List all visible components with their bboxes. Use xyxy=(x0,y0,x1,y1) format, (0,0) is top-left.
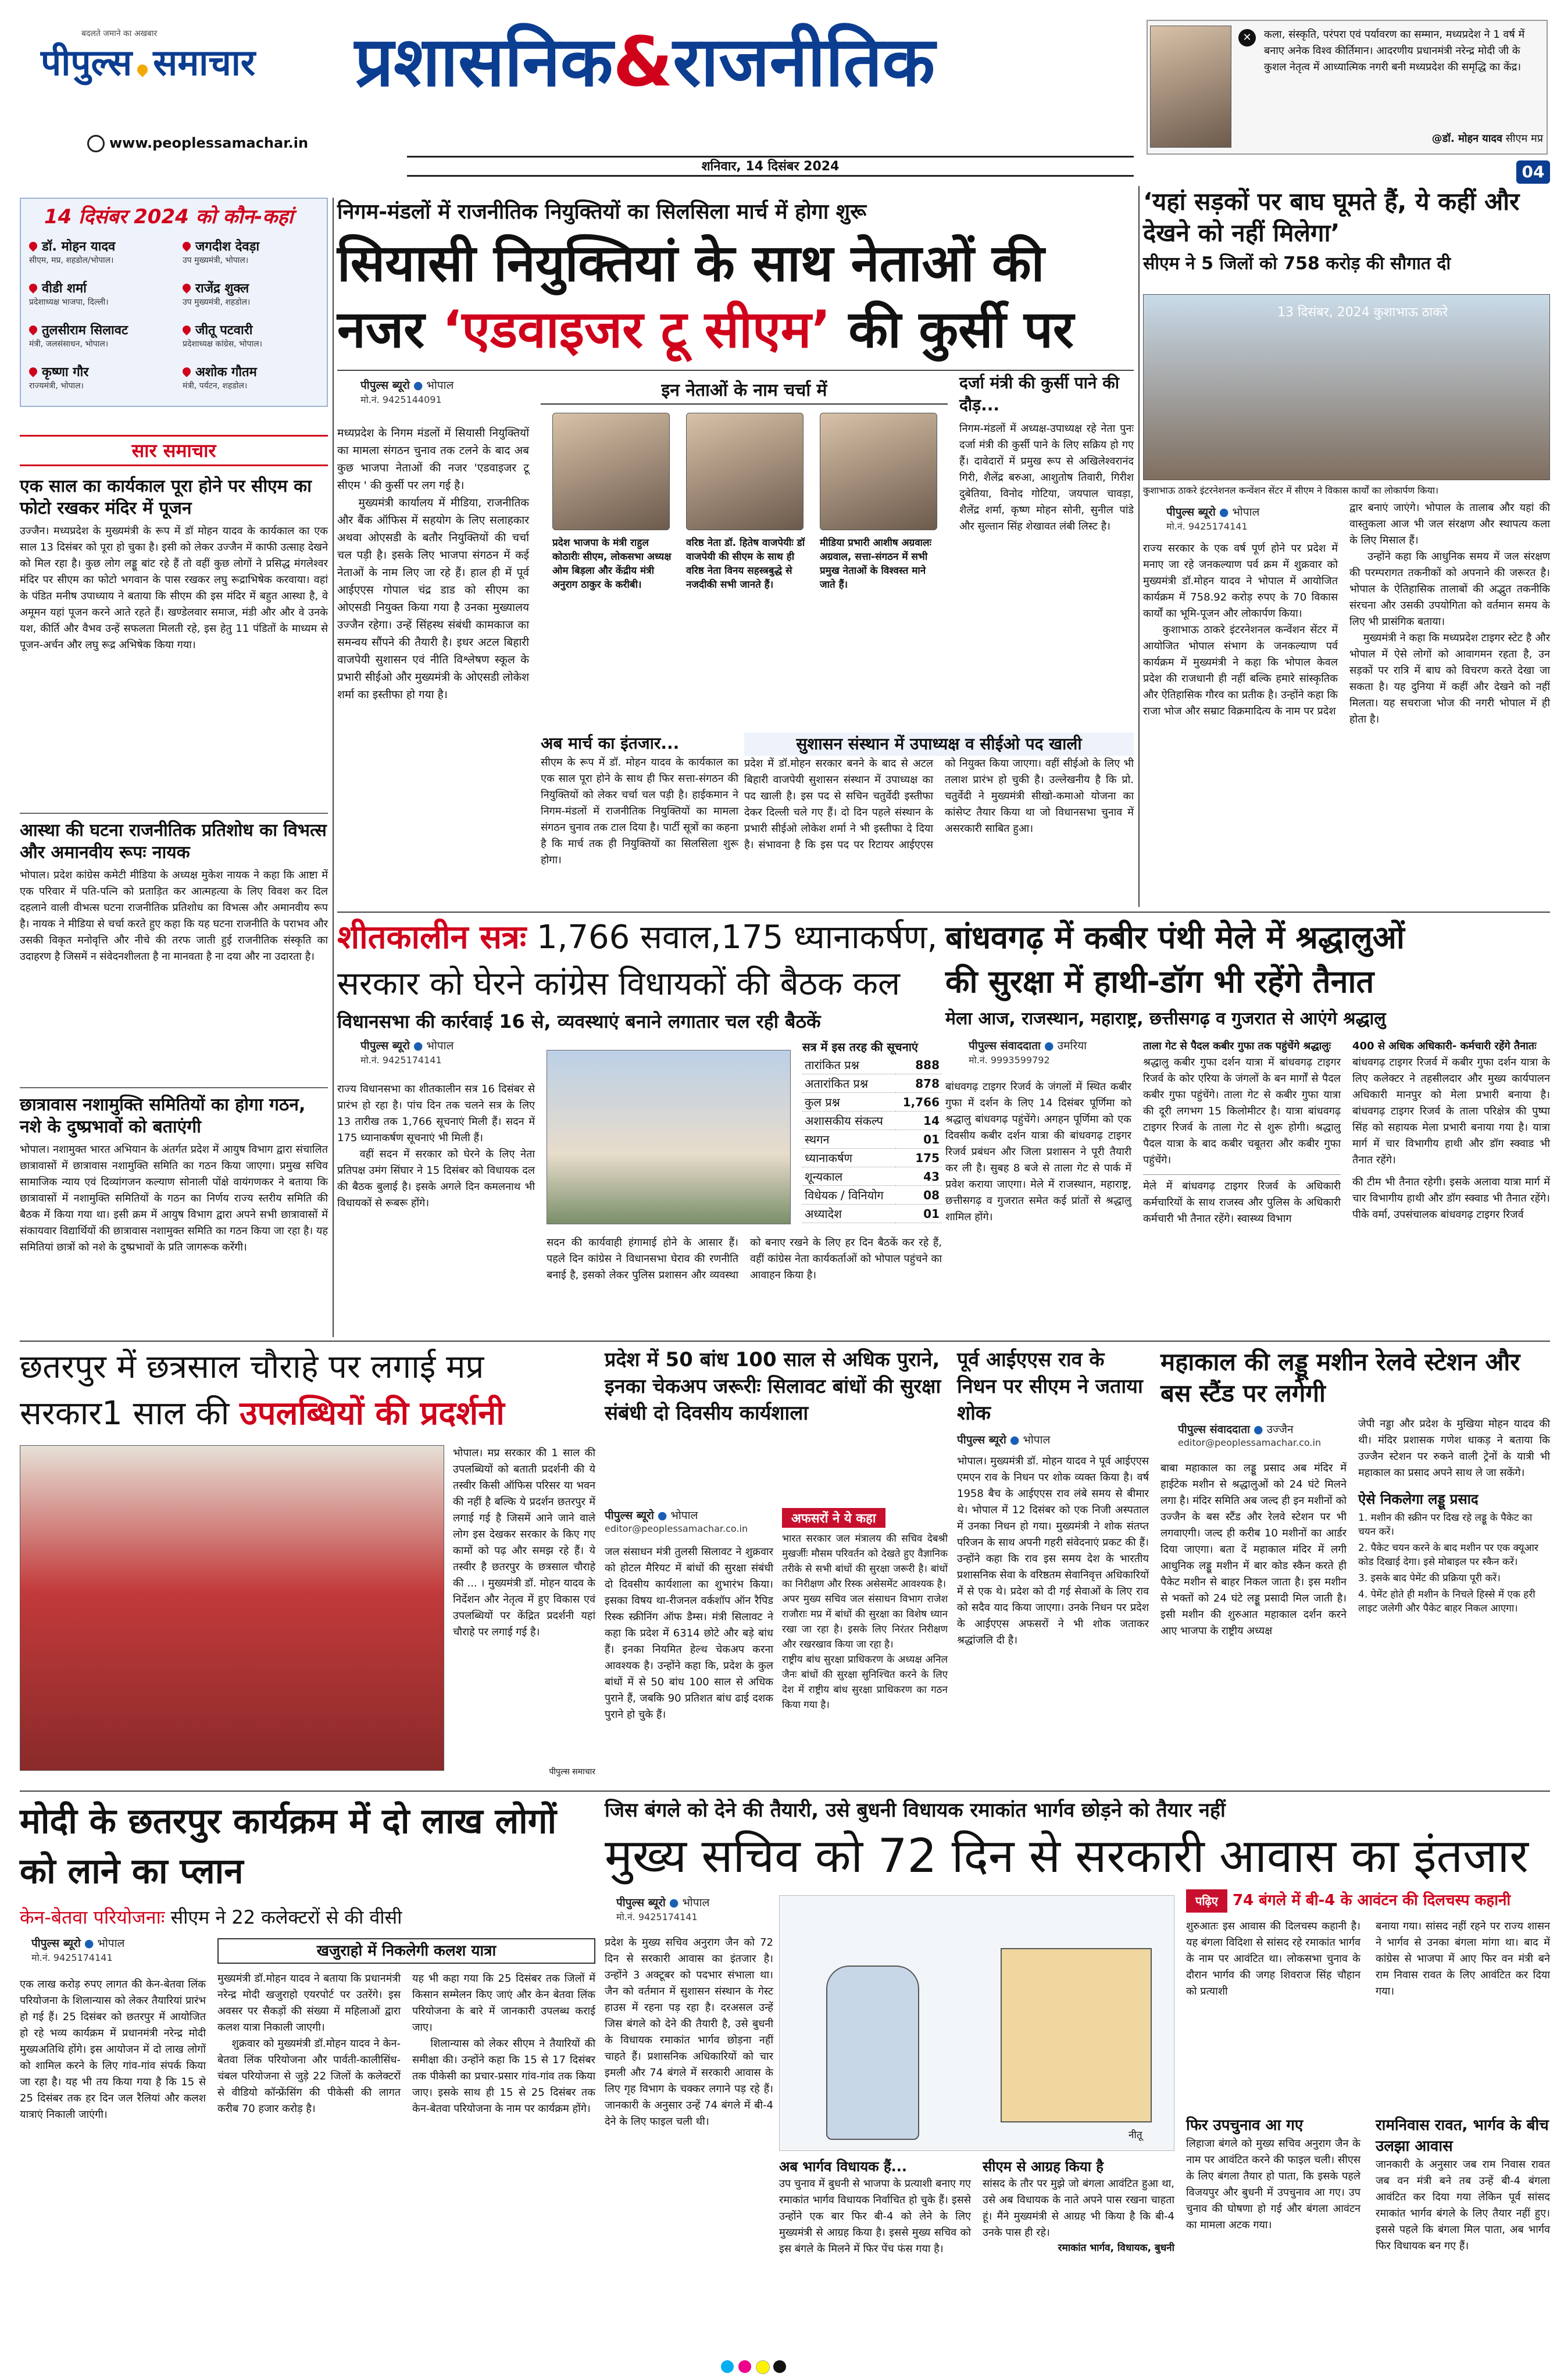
candidate-photo xyxy=(686,413,804,530)
section-title xyxy=(355,21,1110,108)
stats-label: शून्यकाल xyxy=(802,1167,895,1186)
saar-item: एक साल का कार्यकाल पूरा होने पर सीएम का फोटो रखकर मंदिर में पूजन उज्जैन। मध्यप्रदेश के मुख्यमंत्री के रूप में डॉ मोहन यादव के कार्यकाल का एक साल 13 दिसंबर को पूरा हो चुका है। इसी को लेकर उज्जैन में काफी उत्साह देखने को मिल रहा है। कुछ लोग लड्डू बांट रहे हैं तो वहीं कुछ लोगों ने प्रसिद्ध मंगलेश्वर मंदिर पर सीएम का फोटो भगवान के पास रखकर लघु रूद्राभिषेक करवाया। वहां के पंडित मनीष उपाध्याय ने बताया कि सीएम की इस मंदिर में बहुत आस्था है, वे अमूमन यहां पूजन करने आते रहते हैं। खण्डेलवार समाज, मंडी और और वे उनके यश, कीर्ति और वैभव उन्हें सफलता मिलती रहे, इस हेतु 11 पंडितों के माध्यम से पूजन-अर्चन और लघु रूद्र अभिषेक किया गया। xyxy=(20,476,331,651)
stats-label: अध्यादेश xyxy=(802,1205,895,1223)
location-pin-icon xyxy=(27,366,39,377)
dams-byline: पीपुल्स ब्यूरो ● भोपाल editor@peoplessamachar.co.in xyxy=(605,1509,748,1534)
whos-where-box xyxy=(20,198,328,407)
lead-side-body: निगम-मंडलों में अध्यक्ष-उपाध्यक्ष रहे नेता पुनः दर्जा मंत्री की कुर्सी पाने के लिए सक्रिय हो गए हैं। दावेदारों में प्रमुख रूप से अखिलेश्वरानंद गिरी, शैलेंद्र बरुआ, आशुतोष तिवारी, गिरीश दुबेतिया, विनोद गोटिया, जयपाल चावड़ा, शैलेंद्र शर्मा, कृष्ण मोहन सोनी, सुनील पांडे और सुल्तान सिंह शेखावत लंबी लिस्ट है। xyxy=(959,423,1137,533)
tigers-headline: ‘यहां सड़कों पर बाघ घूमते हैं, ये कहीं और देखने को नहीं मिलेगा’ xyxy=(1143,187,1520,247)
issue-date: शनिवार, 14 दिसंबर 2024 xyxy=(701,159,840,174)
assembly-sub: विधानसभा की कार्रवाई 16 से, व्यवस्थाएं बनाने लगातार चल रही बैठकें xyxy=(337,1010,821,1032)
location-pin-icon xyxy=(27,282,39,294)
masthead xyxy=(0,0,1557,192)
divider xyxy=(333,198,334,1337)
bungalow-quote-box: सीएम से आग्रह किया है सांसद के तौर पर मुझे जो बंगला आवंटित हुआ था, उसे अब विधायक के नाते अपने पास रखना चाहता हूं। मैंने मुख्यमंत्री से आग्रह भी किया है कि बी-4 उनके पास ही रहे। रमाकांत भार्गव, विधायक, बुधनी xyxy=(983,2159,1178,2254)
whos-where-right xyxy=(183,237,325,406)
location-pin-icon xyxy=(181,240,192,252)
tigers-byline: पीपुल्स ब्यूरो ● भोपाल मो.नं. 9425174141 xyxy=(1166,506,1260,532)
cm-portrait xyxy=(1150,26,1231,148)
assembly-byline: पीपुल्स ब्यूरो ● भोपाल मो.नं. 9425174141 xyxy=(360,1039,454,1066)
registration-mark-icon xyxy=(738,2360,751,2373)
leader-entry: राजेंद्र शुक्ल उप मुख्यमंत्री, शहडोल। xyxy=(183,279,325,321)
date-bar xyxy=(407,156,1134,177)
bandhavgarh-body: बांधवगढ़ टाइगर रिजर्व के जंगलों में स्थित कबीर गुफा में दर्शन के लिए 14 दिसंबर पूर्णिमा को श्रद्धालु बांधवगढ़ पहुंचेंगे। अगहन पूर्णिमा को एक दिवसीय कबीर दर्शन यात्रा की बांधवगढ़ टाइगर रिजर्व प्रबंधन और जिला प्रशासन ने पूरी तैयारी कर ली है। सुबह 8 बजे से ताला गेट से पार्क में प्रवेश कराया जाएगा। मेले में राजस्थान, महाराष्ट्र, छत्तीसगढ़ व गुजरात समेत कई प्रांतों से श्रद्धालु शामिल होंगे। xyxy=(945,1081,1135,1223)
leader-entry: तुलसीराम सिलावट मंत्री, जलसंसाधन, भोपाल। xyxy=(29,321,174,363)
stats-label: विधेयक / विनियोग xyxy=(802,1186,895,1205)
assembly-story xyxy=(337,919,945,1337)
assembly-headline-2: सरकार को घेरने कांग्रेस विधायकों की बैठक कल xyxy=(337,965,900,1003)
mahakal-story xyxy=(1160,1346,1554,1788)
dams-headline: प्रदेश में 50 बांध 100 साल से अधिक पुराने, इनका चेकअप जरूरीः सिलावट बांधों की सुरक्षा संबंधी दो दिवसीय कार्यशाला xyxy=(605,1348,941,1425)
stats-value: 1,766 xyxy=(895,1093,942,1112)
logo-pin-icon xyxy=(135,62,149,77)
later-box: फिर उपचुनाव आ गए लिहाजा बंगले को मुख्य सचिव अनुराग जैन के नाम पर आवंटित करने की फाइल चली। सीएस के लिए बंगला तैयार हो पाता, कि इसके पहले विजयपुर और बुधनी में उपचुनाव आ गए। उप चुनाव की घोषणा हो गई और बंगला आवंटन का मामला अटक गया। xyxy=(1186,2117,1364,2231)
stats-row xyxy=(802,1205,942,1223)
stats-value: 08 xyxy=(895,1186,942,1205)
tigers-body-right: द्वार बनाएं जाएंगे। भोपाल के तालाब और यहां की वास्तुकला आज भी जल संरक्षण और स्थापत्य कला के लिए मिसाल हैं। उन्होंने कहा कि आधुनिक समय में जल संरक्षण की परम्परागत तकनीकों को अपनाने की जरूरत है। भोपाल के ऐतिहासिक तालाबों की अद्भुत तकनीकि संरचना और उसकी उपयोगिता को वर्तमान समय के लिए भी प्रासंगिक बताया। मुख्यमंत्री ने कहा कि मध्यप्रदेश टाइगर स्टेट है और भोपाल में ऐसे लोगों को आवागमन रहता है, उन सड़कों पर रात्रि में बाघ को विचरण करते देखा जा सकता है। यह दुनिया में कहीं और देखने को नहीं मिलता। यह सचराजा भोज की नगरी भोपाल में ही होता है। xyxy=(1349,502,1551,726)
bandhavgarh-col2: ताला गेट से पैदल कबीर गुफा तक पहुंचेंगे श्रद्धालुः श्रद्धालु कबीर गुफा दर्शन यात्रा में बांधवगढ़ टाइगर रिजर्व के कोर एरिया के जंगलों के बन मार्गों से पैदल कबीर गुफा पहुंचेंगे। ताला गेट से कबीर गुफा यात्रा की दूरी लगभग 15 किलोमीटर है। यात्रा बांधवगढ़ टाइगर रिजर्व के ताला गेट से शुरू होगी। श्रद्धालु पैदल यात्रा के बाद कबीर चबूतरा और कबीर गुफा पहुंचेंगे। मेले में बांधवगढ़ टाइगर रिजर्व के अधिकारी कर्मचारियों के साथ राजस्व और पुलिस के अधिकारी कर्मचारी भी तैनात रहेंगे। स्वास्थ्य विभाग xyxy=(1143,1038,1341,1335)
divider xyxy=(337,912,1550,913)
candidates-title: इन नेताओं के नाम चर्चा में xyxy=(541,378,948,405)
location-pin-icon xyxy=(27,324,39,335)
tigers-story xyxy=(1143,186,1550,907)
mahakal-headline: महाकाल की लड्डू मशीन रेलवे स्टेशन और बस स्टैंड पर लगेगी xyxy=(1160,1348,1520,1407)
divider xyxy=(20,1791,1550,1792)
lead-byline: पीपुल्स ब्यूरो ● भोपाल मो.नं. 9425144091 xyxy=(360,379,454,405)
location-pin-icon xyxy=(181,366,192,377)
ias-byline: पीपुल्स ब्यूरो ● भोपाल xyxy=(957,1434,1051,1446)
bandhavgarh-col3: 400 से अधिक अधिकारी- कर्मचारी रहेंगे तैनातः बांधवगढ़ टाइगर रिजर्व में कबीर गुफा दर्शन यात्रा के लिए कलेक्टर ने तहसीलदार और मुख्य कार्यपालन अधिकारी मानपुर को मेला प्रभारी बनाया है। बांधवगढ़ टाइगर रिजर्व के ताला परिक्षेत्र की पुष्पा सिंह को सहायक मेला प्रभारी बनाया गया है। यात्रा मार्ग में चार विभागीय हाथी और डॉग स्क्वाड भी तैनात रहेंगे। की टीम भी तैनात रहेगी। इसके अलावा यात्रा मार्ग में चार विभागीय हाथी और डॉग स्क्वाड भी तैनात रहेंगे। पीके वर्मा, उपसंचालक बांधवगढ़ टाइगर रिजर्व xyxy=(1352,1040,1554,1221)
divider xyxy=(1138,186,1140,907)
modi-sub: केन-बेतवा परियोजनाः सीएम ने 22 कलेक्टरों से की वीसी xyxy=(20,1906,402,1928)
bungalow-body: प्रदेश के मुख्य सचिव अनुराग जैन को 72 दिन से सरकारी आवास का इंतजार है। उन्होंने 3 अक्टूबर को पदभार संभाला था। जैन को वर्तमान में सुशासन संस्थान के गेस्ट हाउस में रहना पड़ रहा है। दरअसल उन्हें जिस बंगले को देने की तैयारी है, उसे बुधनी के विधायक रमाकांत भार्गव छोड़ना नहीं चाहते हैं। प्रशासनिक अधिकारियों को चार इमली और 74 बंगले में सरकारी आवास के लिए गृह विभाग के चक्कर लगाने पड़ रहे हैं। जानकारी के अनुसार उन्हें 74 बंगले में बी-4 देने के लिए फाइल चली थी। xyxy=(605,1936,777,2128)
bandhavgarh-story xyxy=(945,919,1554,1337)
chhatarpur-body: भोपाल। मप्र सरकार की 1 साल की उपलब्धियों को बताती प्रदर्शनी की ये तस्वीर किसी ऑफिस परिसर या भवन की नहीं है बल्कि ये प्रदर्शन छतरपुर में लगाई गई है जिसमें आने जाने वाले लोग इस देखकर सरकार के किए गए कामों को पढ़ और समझ रहे हैं। ये तस्वीर है छतरपुर के छत्रसाल चौराहे की ... । मुख्यमंत्री डॉ. मोहन यादव के निर्देशन और नेतृत्व में हुए विकास एवं उपलब्धियों पर केंद्रित प्रदर्शनी यहां चौराहे पर लगाई गई है। xyxy=(453,1447,599,1638)
lead-side xyxy=(959,320,1137,727)
saar-title: सार समाचार xyxy=(20,435,328,466)
ias-story xyxy=(957,1346,1152,1788)
assembly-headline-1: शीतकालीन सत्रः 1,766 सवाल,175 ध्यानाकर्षण, xyxy=(337,919,938,956)
steps-title: ऐसे निकलेगा लड्डू प्रसाद xyxy=(1358,1491,1479,1507)
bandhavgarh-quote: मेले में बांधवगढ़ टाइगर रिजर्व के अधिकारी कर्मचारियों के साथ राजस्व और पुलिस के अधिकारी कर्मचारी भी तैनात रहेंगे। स्वास्थ्य विभाग xyxy=(1143,1174,1341,1227)
modi-body: एक लाख करोड़ रुपए लागत की केन-बेतवा लिंक परियोजना के शिलान्यास को लेकर तैयारियां प्रारंभ हो गई हैं। 25 दिसंबर को छतरपुर में आयोजित हो रहे भव्य कार्यक्रम में प्रधानमंत्री नरेन्द्र मोदी मुख्यअतिथि होंगे। इस आयोजन में दो लाख लोगों को शामिल करने के लिए गांव-गांव संपर्क किया जा रहा है। यह भी तय किया गया है कि 15 से 25 दिसंबर तक हर दिन जल रैलियां और कलश यात्राएं निकाली जाएंगी। xyxy=(20,1978,209,2121)
modi-byline: पीपुल्स ब्यूरो ● भोपाल मो.नं. 9425174141 xyxy=(31,1937,125,1963)
assembly-stats-table xyxy=(802,1056,942,1223)
tagline: बदलते जमाने का अखबार xyxy=(81,29,158,38)
mahakal-body: बाबा महाकाल का लड्डू प्रसाद अब मंदिर में हाईटेक मशीन से श्रद्धालुओं को 24 घंटे मिलने लगा है। मंदिर समिति अब जल्द ही इन मशीनों को उज्जैन के बस स्टैंड और रेलवे स्टेशन पर भी लगवाएगी। जल्द ही करीब 10 मशीनों का आर्डर दिया जाएगा। बता दें महाकाल मंदिर में लगी आधुनिक लड्डू मशीन में बार कोड स्कैन करते ही पैकेट मशीन से बाहर निकल जाता है। इस मशीन से भक्तों को 24 घंटे लड्डू प्रसादी मिल जाती है। इसी मशीन की शुरुआत महाकाल दर्शन करने आए भाजपा के राष्ट्रीय अध्यक्ष xyxy=(1160,1462,1350,1637)
divider xyxy=(20,1341,1550,1342)
leader-entry: कृष्णा गौर राज्यमंत्री, भोपाल। xyxy=(29,363,174,405)
leader-entry: डॉ. मोहन यादव सीएम, मप्र, शहडोल/भोपाल। xyxy=(29,237,174,279)
paper-name-right: समाचार xyxy=(153,41,256,84)
leader-entry: जीतू पटवारी प्रदेशाध्यक्ष कांग्रेस, भोपाल। xyxy=(183,321,325,363)
candidates-box xyxy=(541,378,948,727)
lead-headline-2: नजर ‘एडवाइजर टू सीएम’ की कुर्सी पर xyxy=(337,299,1074,359)
assembly-building-photo xyxy=(547,1050,791,1224)
saar-item: आस्था की घटना राजनीतिक प्रतिशोध का विभत्स और अमानवीय रूपः नायक भोपाल। प्रदेश कांग्रेस कमेटी मीडिया के अध्यक्ष मुकेश नायक ने कहा कि आष्टा में एक परिवार में पति-पत्नि को प्रताड़ित कर आत्महत्या के लिए विवश कर दिल दहलाने वाली वीभत्स घटना राजनीतिक प्रतिशोध का विभत्स और अमानवीय रूप है। नायक ने मीडिया से चर्चा करते हुए कहा कि यह घटना राजनीति के पराभव और उसकी विकृत मनोवृत्ति और नीचे की तरफ जाती हुई राजनीतिक संस्कृति का उदाहरण है जिसमें न संवेदनशीलता है ना मानवता है ना दया और ना उदारता है। xyxy=(20,813,328,1080)
modi-story xyxy=(20,1796,595,2343)
rawat-box: रामनिवास रावत, भार्गव के बीच उलझा आवास जानकारी के अनुसार जब राम निवास रावत जब वन मंत्री बने तब उन्हें बी-4 बंगला आवंटित कर दिया गया लेकिन पूर्व सांसद रमाकांत भार्गव बंगले के लिए तैयार नहीं हुए। इससे पहले कि बंगला मिल पाता, अब भार्गव फिर विधायक बन गए हैं। xyxy=(1376,2117,1554,2252)
stats-label: कुल प्रश्न xyxy=(802,1093,895,1112)
paper-logo[interactable] xyxy=(41,37,343,101)
cartoon-house xyxy=(1001,1948,1152,2122)
stats-value: 01 xyxy=(895,1205,942,1223)
stats-row xyxy=(802,1130,942,1149)
modi-headline: मोदी के छतरपुर कार्यक्रम में दो लाख लोगों को लाने का प्लान xyxy=(20,1801,557,1892)
stats-row xyxy=(802,1186,942,1205)
stats-row xyxy=(802,1056,942,1074)
stats-row xyxy=(802,1167,942,1186)
section-title-a: प्रशासनिक xyxy=(355,22,613,102)
candidate-card: वरिष्ठ नेता डॉ. हितेष वाजपेयीः डॉ वाजपेयी की सीएम के साथ ही वरिष्ठ नेता विनय सहस्त्रबुद्धे से नजदीकी सभी जानते हैं। xyxy=(686,413,808,715)
cartoonist-credit: नीतू xyxy=(1129,2129,1142,2141)
exhibition-photo xyxy=(20,1445,444,1771)
candidate-card: मीडिया प्रभारी आशीष अग्रवालः अग्रवाल, सत्ता-संगठन में सभी प्रमुख नेताओं के विश्वस्त माने जाते हैं। xyxy=(820,413,942,715)
registration-mark-icon xyxy=(721,2360,734,2373)
location-pin-icon xyxy=(181,282,192,294)
bungalow-byline: पीपुल्स ब्यूरो ● भोपाल मो.नं. 9425174141 xyxy=(616,1896,710,1922)
tigers-caption: कुशाभाऊ ठाकरे इंटरनेशनल कन्वेंशन सेंटर में सीएम ने विकास कार्यों का लोकार्पण किया। xyxy=(1143,485,1439,496)
registration-mark-icon xyxy=(756,2360,770,2374)
candidate-photo xyxy=(820,413,937,530)
location-pin-icon xyxy=(27,240,39,252)
candidate-photo xyxy=(552,413,670,530)
ias-headline: पूर्व आईएएस राव के निधन पर सीएम ने जताया शोक xyxy=(957,1348,1143,1425)
leader-entry: अशोक गौतम मंत्री, पर्यटन, शहडोल। xyxy=(183,363,325,405)
paper-name-left: पीपुल्स xyxy=(41,41,133,84)
bungalow-story xyxy=(605,1796,1554,2343)
stats-label: ध्यानाकर्षण xyxy=(802,1149,895,1167)
bandhavgarh-headline-1: बांधवगढ़ में कबीर पंथी मेले में श्रद्धालुओं xyxy=(945,919,1405,956)
bungalow-headline: मुख्य सचिव को 72 दिन से सरकारी आवास का इंतजार xyxy=(605,1829,1529,1883)
b4-story-box: पढ़िए 74 बंगले में बी-4 के आवंटन की दिलचस्प कहानी शुरुआतः इस आवास की दिलचस्प कहानी है। यह बंगला विदिशा से सांसद रहे रमाकांत भार्गव के नाम पर आवंटित था। लोकसभा चुनाव के दौरान भार्गव की जगह शिवराज सिंह चौहान को प्रत्याशी बनाया गया। सांसद नहीं रहने पर राज्य शासन ने भार्गव से उनका बंगला मांगा था। बाद में कांग्रेस से भाजपा में आए फिर वन मंत्री बने राम निवास रावत के लिए आवंटित कर दिया गया। xyxy=(1186,1889,1550,2110)
bandhavgarh-headline-2: की सुरक्षा में हाथी-डॉग भी रहेंगे तैनात xyxy=(945,963,1374,1000)
sushasan-box: सुशासन संस्थान में उपाध्यक्ष व सीईओ पद खाली प्रदेश में डॉ.मोहन सरकार बनने के बाद से अटल बिहारी वाजपेयी सुशासन संस्थान में उपाध्यक्ष का पद खाली है। इस पद से सचिन चतुर्वेदी इस्तीफा देकर दिल्ली चले गए हैं। दो दिन पहले संस्थान के प्रभारी सीईओ लोकेश शर्मा ने भी इस्तीफा दे दिया है। संभावना है कि इस पद पर रिटायर आईएएस को नियुक्त किया जाएगा। वहीं सीईओ के लिए भी तलाश प्रारंभ हो चुकी है। उल्लेखनीय है कि प्रो. चतुर्वेदी ने मुख्यमंत्री सीखो-कमाओ योजना का कांसेप्ट तैयार किया था जो विधानसभा चुनाव में असरकारी साबित हुआ। xyxy=(744,732,1134,901)
stats-value: 01 xyxy=(895,1130,942,1149)
stats-value: 888 xyxy=(895,1056,942,1074)
section-title-b: राजनीतिक xyxy=(673,22,935,102)
stats-row xyxy=(802,1093,942,1112)
cm-quote-text: कला, संस्कृति, परंपरा एवं पर्यावरण का सम्मान, मध्यप्रदेश ने 1 वर्ष में बनाए अनेक विश्व कीर्तिमान। आदरणीय प्रधानमंत्री नरेन्द्र मोदी जी के कुशल नेतृत्व में आध्यात्मिक नगरी बनी मध्यप्रदेश की समृद्धि का केंद्र। xyxy=(1264,28,1525,73)
saar-samachar xyxy=(20,435,331,1353)
registration-mark-icon xyxy=(773,2360,786,2373)
stats-label: अशासकीय संकल्प xyxy=(802,1112,895,1130)
lead-body: मध्यप्रदेश के निगम मंडलों में सियासी नियुक्तियों का मामला संगठन चुनाव तक टलने के बाद अब कुछ भाजपा नेताओं की नजर 'एडवाइजर टू सीएम ' की कुर्सी पर लग गई है। मुख्यमंत्री कार्यालय में मीडिया, राजनीतिक और बैंक ऑफिस में सहयोग के लिए सलाहकार अथवा ओएसडी के बतौर नियुक्तियों की चर्चा चल पड़ी है। इसके लिए भाजपा संगठन में कई नेताओं के नाम लिए जा रहे हैं। हाल ही में पूर्व आईएएस गोपाल चंद्र डाड को सीएम का ओएसडी नियुक्त किया गया है उनका मुख्यालय उज्जैन रहेगा। उन्हें सिंहस्थ संबंधी कामकाज का समन्वय सौंपने की तैयारी है। इधर अटल बिहारी वाजपेयी सुशासन एवं नीति विश्लेषण स्कूल के प्रभारी सीईओ और मुख्यमंत्री के ओएसडी लोकेश शर्मा का इस्तीफा हो गया है। xyxy=(337,427,529,701)
stats-label: अतारांकित प्रश्न xyxy=(802,1074,895,1093)
candidate-card: प्रदेश भाजपा के मंत्री राहुल कोठारीः सीएम, लोकसभा अध्यक्ष ओम बिड़ला और केंद्रीय मंत्री अनुराग ठाकुर के करीबी। xyxy=(552,413,674,715)
website-link[interactable]: www.peoplessamachar.in xyxy=(87,135,390,158)
chhatarpur-headline-2: सरकार1 साल की उपलब्धियों की प्रदर्शनी xyxy=(20,1395,505,1432)
mahakal-byline: पीपुल्स संवाददाता ● उज्जैन editor@peoplessamachar.co.in xyxy=(1178,1423,1322,1448)
bandhavgarh-sub: मेला आज, राजस्थान, महाराष्ट्र, छत्तीसगढ़ व गुजरात से आएंगे श्रद्धालु xyxy=(945,1009,1386,1029)
stats-label: तारांकित प्रश्न xyxy=(802,1056,895,1074)
section-title-amp: & xyxy=(613,22,673,102)
kalash-box: खजुराहो में निकलेगी कलश यात्रा मुख्यमंत्री डॉ.मोहन यादव ने बताया कि प्रधानमंत्री नरेन्द्र मोदी खजुराहो एयरपोर्ट पर उतरेंगे। इस अवसर पर सैकड़ों की संख्या में महिलाओं द्वारा कलश यात्रा निकाली जाएगी। शुक्रवार को मुख्यमंत्री डॉ.मोहन यादव ने केन-बेतवा लिंक परियोजना और पार्वती-कालीसिंध-चंबल परियोजना से जुड़े 22 जिलों के कलेक्टरों से वीडियो कॉन्फ्रेंसिंग की पीकेसी की लागत करीब 70 हजार करोड़ है। यह भी कहा गया कि 25 दिसंबर तक जिलों में किसान सम्मेलन किए जाएं और केन बेतवा लिंक परियोजना के बारे में जानकारी उपलब्ध कराई जाए। शिलान्यास को लेकर सीएम ने तैयारियों की समीक्षा की। उन्होंने कहा कि 15 से 17 दिसंबर तक पीकेसी का प्रचार-प्रसार गांव-गांव तक किया जाए। इसके साथ ही 15 से 25 दिसंबर तक केन-बेतवा परियोजना के नाम पर कार्यक्रम होंगे। xyxy=(217,1938,595,2339)
stats-row xyxy=(802,1112,942,1130)
lead-kicker: निगम-मंडलों में राजनीतिक नियुक्तियों का सिलसिला मार्च में होगा शुरू xyxy=(337,200,867,224)
photo-banner: 13 दिसंबर, 2024 कुशाभाऊ ठाकरे xyxy=(1277,305,1448,320)
x-logo-icon: ✕ xyxy=(1238,29,1256,47)
tigers-photo xyxy=(1143,294,1550,480)
leader-entry: जगदीश देवड़ा उप मुख्यमंत्री, भोपाल। xyxy=(183,237,325,279)
bungalow-cartoon xyxy=(779,1895,1174,2151)
chhatarpur-story xyxy=(20,1346,599,1788)
cm-quote-box xyxy=(1147,20,1548,155)
lead-side-title: दर्जा मंत्री की कुर्सी पाने की दौड़... xyxy=(959,373,1119,414)
globe-icon xyxy=(87,135,105,152)
whos-where-title: 14 दिसंबर 2024 को कौन-कहां xyxy=(44,205,294,228)
lead-headline-1: सियासी नियुक्तियां के साथ नेताओं की xyxy=(337,233,1045,293)
march-box: अब मार्च का इंतजार... सीएम के रूप में डॉ. मोहन यादव के कार्यकाल का एक साल पूरा होने के साथ ही फिर सत्ता-संगठन की नियुक्तियों को लेकर चर्चा चल पड़ी है। हाईकमान ने निगम-मंडलों में राजनीतिक नियुक्तियों का मामला संगठन चुनाव तक टाल दिया है। पार्टी सूत्रों का कहना है कि मार्च तक ही नियुक्तियों का सिलसिला शुरू होगा। xyxy=(541,734,742,866)
whos-where-left xyxy=(29,237,174,406)
stats-value: 878 xyxy=(895,1074,942,1093)
saar-item: छात्रावास नशामुक्ति समितियों का होगा गठन, नशे के दुष्प्रभावों को बताएंगी भोपाल। नशामुक्त भारत अभियान के अंतर्गत प्रदेश में आयुष विभाग द्वारा संचालित छात्रावासों में छात्रावास नशामुक्ति समिति का गठन किया जाएगा। प्रमुख सचिव सामाजिक न्याय एवं दिव्यांगजन कल्याण सोनाली पोंक्षे वायंगणकर ने बताया कि छात्रावासों में नशामुक्ति समितियों के गठन का निर्णय राज्य स्तरीय समिति की बैठक में किया गया था। इसी क्रम में आयुष विभाग द्वारा अपने सभी छात्रावासों में संकायवार विद्यार्थियों की छात्रावास नशामुक्त समिति का गठन किया जा रहा है। यह समितियां छात्रों को नशे के दुष्प्रभावों के प्रति जागरूक करेंगी। xyxy=(20,1087,328,1353)
stats-value: 43 xyxy=(895,1167,942,1186)
ias-body: भोपाल। मुख्यमंत्री डॉ. मोहन यादव ने पूर्व आईएएस एमएन राव के निधन पर शोक व्यक्त किया है। वर्ष 1958 बैच के आईएएस राव लंबे समय से बीमार थे। भोपाल में 12 दिसंबर को एक निजी अस्पताल में उनका निधन हो गया। मुख्यमंत्री ने शोक संतप्त परिजन के साथ अपनी गहरी संवेदनाएं प्रकट की हैं। उन्होंने कहा कि राव इस समय देश के भारतीय प्रशासनिक सेवा के वरिष्ठतम सेवानिवृत्त अधिकारियों में से एक थे। प्रदेश को दी गई सेवाओं के लिए राव को सदैव याद किया जाएगा। उनके निधन पर प्रदेश के आईएएस अफसरों ने भी शोक जताकर श्रद्धांजलि दी है। xyxy=(957,1455,1152,1646)
stats-value: 175 xyxy=(895,1149,942,1167)
assembly-stats-box: सत्र में इस तरह की सूचनाएं तारांकित प्रश्न 888 अतारांकित प्रश्न 878 कुल प्रश्न 1,766 अशासकीय संकल्प 14 स्थगन 01 ध्यानाकर्षण 175 शून्यकाल 43 विधेयक / विनियोग 08 अध्यादेश 01 xyxy=(802,1038,942,1230)
dams-story xyxy=(605,1346,948,1788)
leader-entry: वीडी शर्मा प्रदेशाध्यक्ष भाजपा, दिल्ली। xyxy=(29,279,174,321)
photo-credit: पीपुल्स समाचार xyxy=(549,1767,595,1777)
bungalow-kicker: जिस बंगले को देने की तैयारी, उसे बुधनी विधायक रमाकांत भार्गव छोड़ने को तैयार नहीं xyxy=(605,1799,1226,1822)
tigers-body-left: राज्य सरकार के एक वर्ष पूर्ण होने पर प्रदेश में मनाए जा रहे जनकल्याण पर्व क्रम में शुक्रवार को मुख्यमंत्री डॉ.मोहन यादव ने भोपाल में आयोजित कार्यक्रम में 758.92 करोड़ रुपए के 70 विकास कार्यों का भूमि-पूजन और लोकार्पण किया। कुशाभाऊ ठाकरे इंटरनेशनल कन्वेंशन सेंटर में आयोजित भोपाल संभाग के जनकल्याण पर्व कार्यक्रम में मुख्यमंत्री ने कहा कि भोपाल केवल प्रदेश की राजधानी ही नहीं बल्कि हमारे सांस्कृतिक और ऐतिहासिक गौरव का प्रतीक है। उन्होंने कहा कि राजा भोज और सम्राट विक्रमादित्य के नाम पर प्रदेश xyxy=(1143,542,1338,717)
assembly-body-right: सदन की कार्यवाही हंगामाई होने के आसार हैं। पहले दिन कांग्रेस ने विधानसभा घेराव की रणनीति बनाई है, इसको लेकर पुलिस प्रशासन और व्यवस्था को बनाए रखने के लिए हर दिन बैठकें कर रहे हैं, वहीं कांग्रेस नेता कार्यकर्ताओं को भोपाल पहुंचने का आवाहन किया है। xyxy=(547,1237,945,1281)
stats-row xyxy=(802,1149,942,1167)
mahakal-right: जेपी नड्डा और प्रदेश के मुखिया मोहन यादव की थी। मंदिर प्रशासक गणेश धाकड़ ने बताया कि उज्जैन स्टेशन पर रुकने वाली ट्रेनों के यात्री भी महाकाल का प्रसाद अपने साथ ले जा सकेंगे। ऐसे निकलेगा लड्डू प्रसाद 1. मशीन की स्क्रीन पर दिख रहे लड्डू के पैकेट का चयन करें। 2. पैकेट चयन करने के बाद मशीन पर एक क्यूआर कोड दिखाई देगा। इसे मोबाइल पर स्कैन करें। 3. इसके बाद पेमेंट की प्रक्रिया पूरी करें। 4. पेमेंट होते ही मशीन के निचले हिस्से में एक हरी लाइट जलेगी और पैकेट बाहर निकल आएगा। xyxy=(1358,1418,1554,1614)
stats-label: स्थगन xyxy=(802,1130,895,1149)
bandhavgarh-byline: पीपुल्स संवाददाता ● उमरिया मो.नं. 9993599792 xyxy=(969,1039,1087,1066)
dams-body: जल संसाधन मंत्री तुलसी सिलावट ने शुक्रवार को होटल मैरियट में बांधों की सुरक्षा संबंधी दो दिवसीय कार्यशाला का शुभारंभ किया। इसका विषय था-रीजनल वर्कशॉप ऑन रैपिड रिस्क स्क्रीनिंग ऑफ डैम्स। मंत्री सिलावट ने कहा कि प्रदेश में 6314 छोटे और बड़े बांध हैं। इनका नियमित हेल्थ चेकअप करना आवश्यक है। उन्होंने कहा कि, प्रदेश के कुल बांधों में से 50 बांध 100 साल से अधिक पुराने हैं, जबकि 90 प्रतिशत बांध ढाई दशक पुराने हो चुके हैं। xyxy=(605,1546,777,1721)
cartoon-figure xyxy=(826,1966,919,2140)
stats-row xyxy=(802,1074,942,1093)
assembly-body-left: राज्य विधानसभा का शीतकालीन सत्र 16 दिसंबर से प्रारंभ हो रहा है। पांच दिन तक चलने सत्र के लिए 13 तारीख तक 1,766 सूचनाएं मिली हैं। सदन में 175 ध्यानाकर्षण सूचनाएं भी मिली हैं। वहीं सदन में सरकार को घेरने के लिए नेता प्रतिपक्ष उमंग सिंघार ने 15 दिसंबर को विधायक दल की बैठक बुलाई है। इसके अगले दिन कमलनाथ भी विधायकों से रूबरू होंगे। xyxy=(337,1083,535,1209)
cm-quote-attribution: @डॉ. मोहन यादव सीएम मप्र xyxy=(1431,133,1543,145)
location-pin-icon xyxy=(181,324,192,335)
tigers-sub: सीएम ने 5 जिलों को 758 करोड़ की सौगात दी xyxy=(1143,253,1451,274)
lead-story xyxy=(337,198,1137,907)
dams-officials-box: अफसरों ने ये कहा भारत सरकार जल मंत्रालय की सचिव देबश्री मुखर्जीः मौसम परिवर्तन को देखते हुए वैज्ञानिक तरीके से सभी बांधों की सुरक्षा जरूरी है। बांधों का निरीक्षण और रिस्क असेसमेंट आवश्यक है। अपर मुख्य सचिव जल संसाधन विभाग राजेश राजौराः मप्र में बांधों की सुरक्षा का विशेष ध्यान रखा जा रहा है। इसके लिए निरंतर निरीक्षण और रखरखाव किया जा रहा है। राष्ट्रीय बांध सुरक्षा प्राधिकरण के अध्यक्ष अनिल जैनः बांधों की सुरक्षा सुनिश्चित करने के लिए देश में राष्ट्रीय बांध सुरक्षा प्राधिकरण का गठन किया गया है। xyxy=(782,1508,948,1788)
stats-value: 14 xyxy=(895,1112,942,1130)
page-number-badge: 04 xyxy=(1516,160,1550,184)
chhatarpur-headline-1: छतरपुर में छत्रसाल चौराहे पर लगाई मप्र xyxy=(20,1348,484,1386)
bungalow-wait-box: अब भार्गव विधायक हैं... उप चुनाव में बुधनी से भाजपा के प्रत्याशी बनाए गए रमाकांत भार्गव विधायक निर्वाचित हो चुके हैं। इससे उन्होंने एक बार फिर बी-4 को लेने के लिए मुख्यमंत्री से आग्रह किया है। इससे मुख्य सचिव को इस बंगले के मिलने में फिर पेंच फंस गया है। xyxy=(779,2159,974,2255)
